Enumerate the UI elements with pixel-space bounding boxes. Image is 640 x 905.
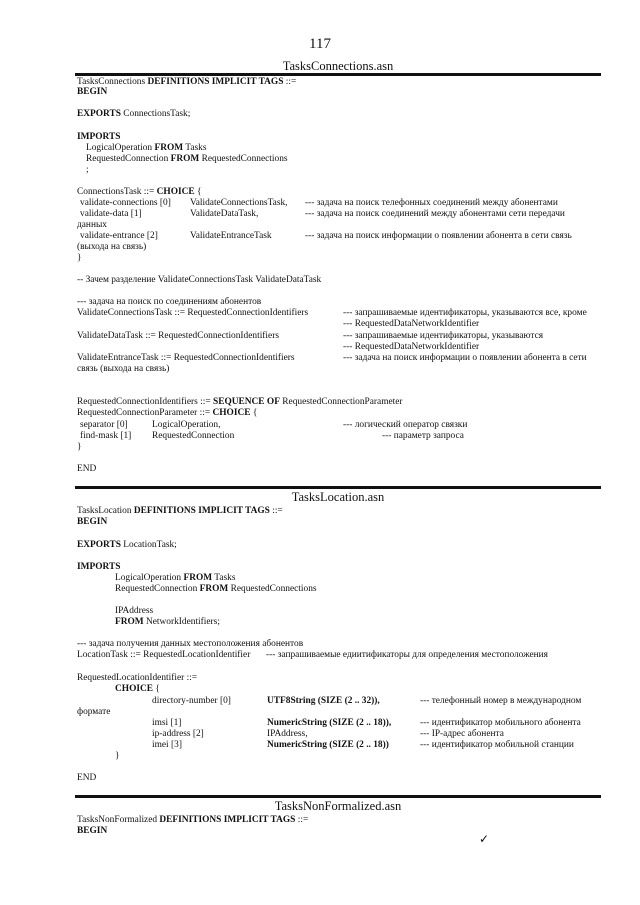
choice-field-name: separator [0] xyxy=(80,420,128,430)
import-line: RequestedConnection FROM RequestedConnections xyxy=(115,584,317,594)
definition-comment: --- задача получения данных местоположения абонентов xyxy=(77,639,304,649)
end-keyword: END xyxy=(77,464,97,474)
choice-field-name: validate-data [1] xyxy=(80,209,142,219)
choice-field-name: ip-address [2] xyxy=(152,729,204,739)
choice-field-type: NumericString (SIZE (2 .. 18)) xyxy=(267,740,389,750)
definition-comment: --- запрашиваемые едиитификаторы для определения местоположения xyxy=(266,650,548,660)
section-rule xyxy=(75,73,601,76)
choice-field-name: validate-entrance [2] xyxy=(80,231,158,241)
end-keyword: END xyxy=(77,773,97,783)
import-line: RequestedConnection FROM RequestedConnections xyxy=(86,154,288,164)
choice-field-comment: --- идентификатор мобильной станции xyxy=(420,740,574,750)
definition-comment: --- задача на поиск информации о появлении абонента в сети xyxy=(343,353,587,363)
definition-comment: --- запрашиваемые идентификаторы, указываются все, кроме xyxy=(343,308,587,318)
exports-line: EXPORTS ConnectionsTask; xyxy=(77,109,191,119)
choice-field-type: ValidateConnectionsTask, xyxy=(190,198,288,208)
type-definition: ValidateEntranceTask ::= RequestedConnectionIdentifiers xyxy=(77,353,295,363)
section-title-tasks-nonformalized: TasksNonFormalized.asn xyxy=(274,799,402,813)
comment-continuation: (выхода на связь) xyxy=(77,242,147,252)
design-note: -- Зачем разделение ValidateConnectionsTask ValidateDataTask xyxy=(77,275,322,285)
import-line: IPAddress xyxy=(115,606,154,616)
choice-field-comment: --- IP-адрес абонента xyxy=(420,729,504,739)
module-header: TasksConnections DEFINITIONS IMPLICIT TAGS ::= xyxy=(77,77,297,87)
comment-continuation: формате xyxy=(77,707,111,717)
choice-field-type: RequestedConnection xyxy=(152,431,235,441)
module-header: TasksNonFormalized DEFINITIONS IMPLICIT TAGS ::= xyxy=(77,815,309,825)
module-header: TasksLocation DEFINITIONS IMPLICIT TAGS ::= xyxy=(77,506,283,516)
import-terminator: ; xyxy=(86,165,89,175)
type-definition: RequestedLocationIdentifier ::= xyxy=(77,673,198,683)
choice-definition: RequestedConnectionParameter ::= CHOICE { xyxy=(77,408,258,418)
imports-keyword: IMPORTS xyxy=(77,562,121,572)
sequence-definition: RequestedConnectionIdentifiers ::= SEQUENCE OF RequestedConnectionParameter xyxy=(77,397,403,407)
comment-continuation: связь (выхода на связь) xyxy=(77,364,170,374)
choice-field-name: validate-connections [0] xyxy=(80,198,171,208)
closing-brace: } xyxy=(77,253,82,263)
section-rule xyxy=(75,795,601,798)
choice-keyword: CHOICE { xyxy=(115,684,160,694)
choice-field-comment: --- параметр запроса xyxy=(382,431,464,441)
choice-field-comment: --- задача на поиск соединений между абонентами сети передачи xyxy=(305,209,565,219)
choice-field-name: find-mask [1] xyxy=(80,431,132,441)
imports-keyword: IMPORTS xyxy=(77,132,121,142)
type-definition: ValidateConnectionsTask ::= RequestedConnectionIdentifiers xyxy=(77,308,309,318)
choice-field-comment: --- идентификатор мобильного абонента xyxy=(420,718,581,728)
choice-field-comment: --- задача на поиск телефонных соединений между абонентами xyxy=(305,198,558,208)
choice-field-type: LogicalOperation, xyxy=(152,420,221,430)
choice-field-name: imsi [1] xyxy=(152,718,182,728)
import-line: LogicalOperation FROM Tasks xyxy=(86,143,207,153)
begin-keyword: BEGIN xyxy=(77,87,108,97)
definition-comment: --- задача на поиск по соединениям абонентов xyxy=(77,297,262,307)
margin-checkmark: ✓ xyxy=(479,832,490,846)
closing-brace: } xyxy=(77,442,82,452)
import-line: FROM NetworkIdentifiers; xyxy=(115,617,220,627)
choice-field-type: ValidateEntranceTask xyxy=(190,231,272,241)
section-title-tasks-connections: TasksConnections.asn xyxy=(282,59,394,73)
exports-line: EXPORTS LocationTask; xyxy=(77,540,177,550)
definition-comment: --- запрашиваемые идентификаторы, указываются xyxy=(343,331,544,341)
type-definition: LocationTask ::= RequestedLocationIdentifier xyxy=(77,650,251,660)
definition-comment: --- RequestedDataNetworkIdentifier xyxy=(343,319,480,329)
comment-continuation: данных xyxy=(77,220,107,230)
section-title-tasks-location: TasksLocation.asn xyxy=(291,490,385,504)
choice-field-type: NumericString (SIZE (2 .. 18)), xyxy=(267,718,392,728)
begin-keyword: BEGIN xyxy=(77,517,108,527)
choice-field-comment: --- задача на поиск информации о появлении абонента в сети связь xyxy=(305,231,572,241)
choice-field-name: directory-number [0] xyxy=(152,696,231,706)
choice-field-name: imei [3] xyxy=(152,740,182,750)
page-number: 117 xyxy=(309,36,331,52)
type-definition: ValidateDataTask ::= RequestedConnectionIdentifiers xyxy=(77,331,279,341)
import-line: LogicalOperation FROM Tasks xyxy=(115,573,236,583)
section-rule xyxy=(75,486,601,489)
closing-brace: } xyxy=(115,751,120,761)
begin-keyword: BEGIN xyxy=(77,826,108,836)
definition-comment: --- RequestedDataNetworkIdentifier xyxy=(343,342,480,352)
choice-field-type: IPAddress, xyxy=(267,729,308,739)
choice-field-type: ValidateDataTask, xyxy=(190,209,259,219)
choice-field-type: UTF8String (SIZE (2 .. 32)), xyxy=(267,696,380,706)
choice-field-comment: --- телефонный номер в международном xyxy=(420,696,582,706)
choice-field-comment: --- логический оператор связки xyxy=(343,420,468,430)
connections-task-def: ConnectionsTask ::= CHOICE { xyxy=(77,187,202,197)
